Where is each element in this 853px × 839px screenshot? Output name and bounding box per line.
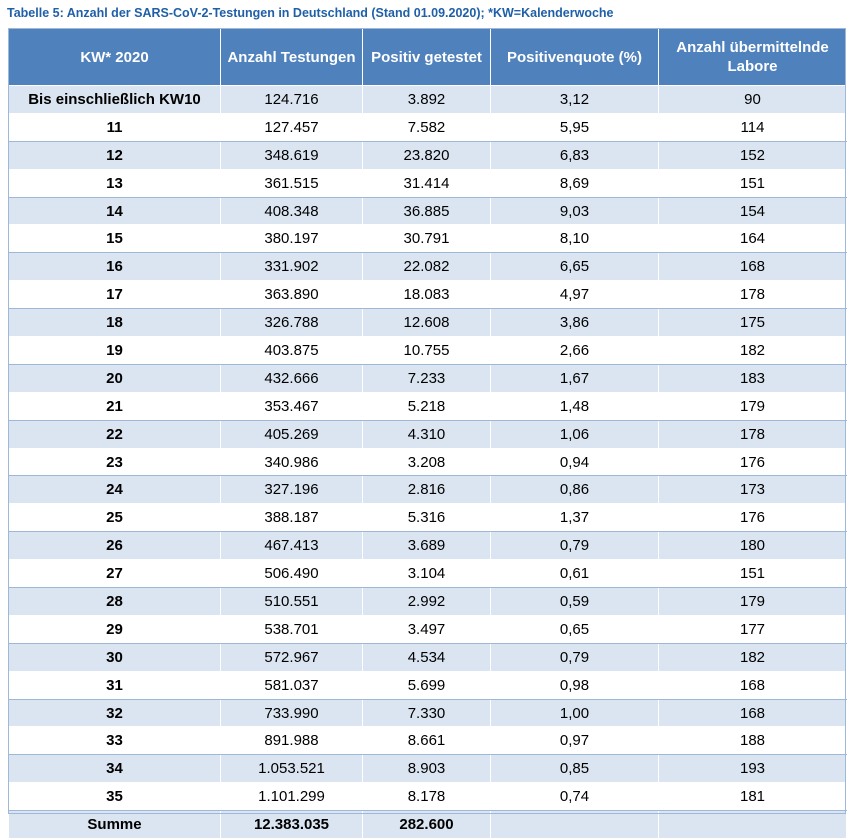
- cell-labs: 193: [659, 755, 847, 783]
- table-row: [9, 141, 847, 169]
- cell-quote: 9,03: [491, 197, 659, 225]
- cell-quote: 1,37: [491, 504, 659, 532]
- cell-tests: 1.053.521: [221, 755, 363, 783]
- cell-quote: 3,86: [491, 309, 659, 337]
- cell-positive: 2.992: [363, 588, 491, 616]
- cell-tests: 581.037: [221, 671, 363, 699]
- table-row: [9, 392, 847, 420]
- cell-labs: 175: [659, 309, 847, 337]
- table-row: [9, 671, 847, 699]
- cell-labs: 181: [659, 783, 847, 811]
- cell-tests: 348.619: [221, 141, 363, 169]
- table-row: [9, 783, 847, 811]
- table-caption: Tabelle 5: Anzahl der SARS-CoV-2-Testungen in Deutschland (Stand 01.09.2020); *KW=Kalenderwoche: [7, 6, 614, 20]
- cell-labs: 164: [659, 225, 847, 253]
- header-labs: Anzahl übermittelnde Labore: [659, 29, 847, 86]
- cell-tests: 327.196: [221, 476, 363, 504]
- header-quote: Positivenquote (%): [491, 29, 659, 86]
- cell-positive: 12.608: [363, 309, 491, 337]
- table-row: [9, 420, 847, 448]
- cell-positive: 8.178: [363, 783, 491, 811]
- cell-tests: 361.515: [221, 169, 363, 197]
- cell-labs: 178: [659, 281, 847, 309]
- cell-quote: 1,06: [491, 420, 659, 448]
- summary-quote: [491, 811, 659, 839]
- cell-labs: 168: [659, 699, 847, 727]
- cell-tests: 353.467: [221, 392, 363, 420]
- cell-labs: 114: [659, 113, 847, 141]
- table-row: [9, 197, 847, 225]
- cell-tests: 891.988: [221, 727, 363, 755]
- cell-positive: 5.699: [363, 671, 491, 699]
- cell-kw: 28: [9, 588, 221, 616]
- cell-quote: 1,48: [491, 392, 659, 420]
- header-row: [9, 29, 847, 86]
- cell-kw: 19: [9, 337, 221, 365]
- cell-labs: 176: [659, 504, 847, 532]
- cell-labs: 188: [659, 727, 847, 755]
- cell-labs: 177: [659, 615, 847, 643]
- cell-quote: 5,95: [491, 113, 659, 141]
- cell-quote: 0,79: [491, 643, 659, 671]
- cell-labs: 173: [659, 476, 847, 504]
- cell-kw: 33: [9, 727, 221, 755]
- cell-quote: 1,00: [491, 699, 659, 727]
- cell-labs: 154: [659, 197, 847, 225]
- cell-tests: 467.413: [221, 532, 363, 560]
- cell-quote: 0,98: [491, 671, 659, 699]
- table-row: [9, 476, 847, 504]
- cell-labs: 182: [659, 337, 847, 365]
- cell-kw: Bis einschließlich KW10: [9, 86, 221, 114]
- cell-labs: 182: [659, 643, 847, 671]
- cell-quote: 4,97: [491, 281, 659, 309]
- cell-quote: 0,79: [491, 532, 659, 560]
- header-tests: Anzahl Testungen: [221, 29, 363, 86]
- cell-tests: 340.986: [221, 448, 363, 476]
- table-row: [9, 225, 847, 253]
- cell-tests: 127.457: [221, 113, 363, 141]
- cell-quote: 2,66: [491, 337, 659, 365]
- cell-kw: 25: [9, 504, 221, 532]
- cell-quote: 0,97: [491, 727, 659, 755]
- cell-labs: 179: [659, 588, 847, 616]
- summary-labs: [659, 811, 847, 839]
- cell-kw: 27: [9, 560, 221, 588]
- table-row: [9, 448, 847, 476]
- header-positive: Positiv getestet: [363, 29, 491, 86]
- cell-quote: 8,10: [491, 225, 659, 253]
- cell-tests: 331.902: [221, 253, 363, 281]
- table-row: [9, 253, 847, 281]
- cell-kw: 26: [9, 532, 221, 560]
- cell-tests: 538.701: [221, 615, 363, 643]
- cell-quote: 6,83: [491, 141, 659, 169]
- table-row: [9, 727, 847, 755]
- cell-positive: 22.082: [363, 253, 491, 281]
- table-row: [9, 532, 847, 560]
- cell-labs: 180: [659, 532, 847, 560]
- cell-positive: 8.903: [363, 755, 491, 783]
- cell-quote: 0,59: [491, 588, 659, 616]
- cell-positive: 5.218: [363, 392, 491, 420]
- cell-tests: 124.716: [221, 86, 363, 114]
- cell-positive: 18.083: [363, 281, 491, 309]
- table-row: [9, 364, 847, 392]
- cell-quote: 1,67: [491, 364, 659, 392]
- cell-labs: 179: [659, 392, 847, 420]
- table-body: [9, 86, 847, 839]
- cell-tests: 733.990: [221, 699, 363, 727]
- cell-kw: 17: [9, 281, 221, 309]
- cell-quote: 0,85: [491, 755, 659, 783]
- table-row: [9, 504, 847, 532]
- cell-positive: 3.104: [363, 560, 491, 588]
- cell-kw: 16: [9, 253, 221, 281]
- cell-tests: 388.187: [221, 504, 363, 532]
- cell-positive: 3.208: [363, 448, 491, 476]
- cell-kw: 20: [9, 364, 221, 392]
- cell-kw: 15: [9, 225, 221, 253]
- summary-row: [9, 811, 847, 839]
- cell-labs: 151: [659, 560, 847, 588]
- cell-kw: 30: [9, 643, 221, 671]
- table-row: [9, 86, 847, 114]
- cell-kw: 34: [9, 755, 221, 783]
- cell-tests: 408.348: [221, 197, 363, 225]
- cell-positive: 7.233: [363, 364, 491, 392]
- cell-positive: 7.330: [363, 699, 491, 727]
- table-row: [9, 113, 847, 141]
- cell-quote: 0,61: [491, 560, 659, 588]
- cell-tests: 510.551: [221, 588, 363, 616]
- cell-positive: 3.497: [363, 615, 491, 643]
- cell-quote: 6,65: [491, 253, 659, 281]
- cell-kw: 12: [9, 141, 221, 169]
- cell-kw: 24: [9, 476, 221, 504]
- cell-positive: 3.689: [363, 532, 491, 560]
- cell-positive: 23.820: [363, 141, 491, 169]
- cell-quote: 0,86: [491, 476, 659, 504]
- cell-tests: 403.875: [221, 337, 363, 365]
- cell-kw: 35: [9, 783, 221, 811]
- cell-labs: 168: [659, 671, 847, 699]
- cell-quote: 8,69: [491, 169, 659, 197]
- cell-labs: 151: [659, 169, 847, 197]
- cell-tests: 572.967: [221, 643, 363, 671]
- cell-kw: 32: [9, 699, 221, 727]
- cell-positive: 30.791: [363, 225, 491, 253]
- summary-tests: 12.383.035: [221, 811, 363, 839]
- header-kw: KW* 2020: [9, 29, 221, 86]
- cell-positive: 3.892: [363, 86, 491, 114]
- cell-kw: 11: [9, 113, 221, 141]
- cell-kw: 23: [9, 448, 221, 476]
- cell-kw: 29: [9, 615, 221, 643]
- cell-tests: 326.788: [221, 309, 363, 337]
- table-row: [9, 169, 847, 197]
- cell-positive: 10.755: [363, 337, 491, 365]
- cell-positive: 7.582: [363, 113, 491, 141]
- cell-tests: 506.490: [221, 560, 363, 588]
- cell-tests: 1.101.299: [221, 783, 363, 811]
- cell-labs: 90: [659, 86, 847, 114]
- table-row: [9, 560, 847, 588]
- cell-labs: 152: [659, 141, 847, 169]
- table-header: [9, 29, 847, 86]
- cell-kw: 18: [9, 309, 221, 337]
- table-row: [9, 588, 847, 616]
- cell-positive: 4.534: [363, 643, 491, 671]
- table-row: [9, 281, 847, 309]
- summary-positive: 282.600: [363, 811, 491, 839]
- table-row: [9, 337, 847, 365]
- table-row: [9, 615, 847, 643]
- cell-tests: 380.197: [221, 225, 363, 253]
- cell-tests: 405.269: [221, 420, 363, 448]
- cell-tests: 363.890: [221, 281, 363, 309]
- cell-tests: 432.666: [221, 364, 363, 392]
- cell-positive: 8.661: [363, 727, 491, 755]
- cell-quote: 3,12: [491, 86, 659, 114]
- cell-kw: 22: [9, 420, 221, 448]
- cell-positive: 2.816: [363, 476, 491, 504]
- cell-quote: 0,94: [491, 448, 659, 476]
- testing-table: [8, 28, 847, 839]
- table-row: [9, 643, 847, 671]
- cell-kw: 13: [9, 169, 221, 197]
- cell-kw: 14: [9, 197, 221, 225]
- cell-kw: 31: [9, 671, 221, 699]
- cell-quote: 0,74: [491, 783, 659, 811]
- cell-labs: 176: [659, 448, 847, 476]
- cell-quote: 0,65: [491, 615, 659, 643]
- table-row: [9, 699, 847, 727]
- cell-positive: 31.414: [363, 169, 491, 197]
- table-row: [9, 755, 847, 783]
- cell-positive: 36.885: [363, 197, 491, 225]
- cell-positive: 5.316: [363, 504, 491, 532]
- cell-positive: 4.310: [363, 420, 491, 448]
- table-row: [9, 309, 847, 337]
- cell-labs: 168: [659, 253, 847, 281]
- cell-kw: 21: [9, 392, 221, 420]
- summary-label: Summe: [9, 811, 221, 839]
- cell-labs: 183: [659, 364, 847, 392]
- cell-labs: 178: [659, 420, 847, 448]
